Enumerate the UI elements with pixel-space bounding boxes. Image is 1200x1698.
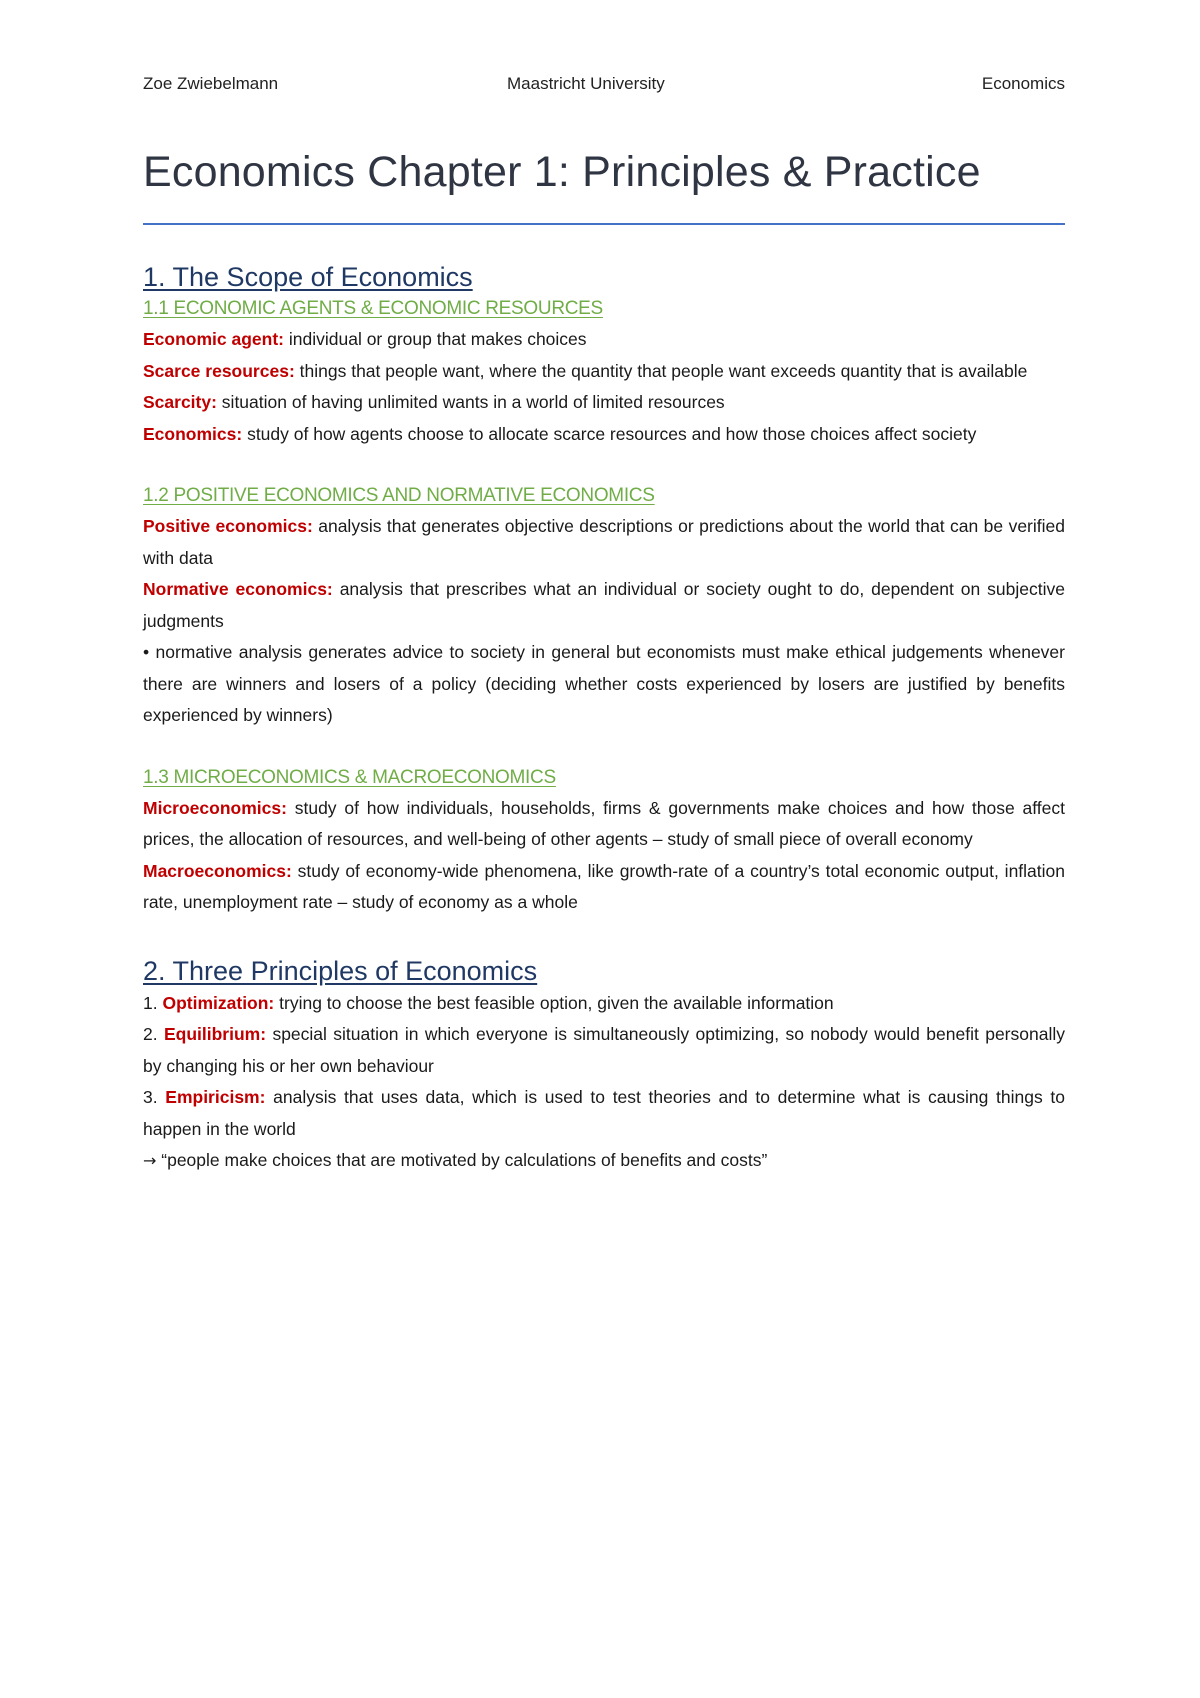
section-heading-scope: 1. The Scope of Economics bbox=[143, 262, 473, 292]
section-spacer bbox=[143, 919, 1065, 954]
definition-text: analysis that generates objective descriptions or predictions about the world that can be verified with data bbox=[143, 516, 1065, 568]
title-underline-rule bbox=[143, 223, 1065, 225]
subsection-heading-agents-resources: 1.1 ECONOMIC AGENTS & ECONOMIC RESOURCES bbox=[143, 298, 603, 319]
subsection-heading-micro-macro: 1.3 MICROECONOMICS & MACROECONOMICS bbox=[143, 766, 556, 788]
definition-economic-agent bbox=[143, 324, 1065, 356]
principle-number: 3. bbox=[143, 1087, 166, 1107]
arrow-right-icon: → bbox=[143, 1151, 157, 1170]
definition-term: Positive economics: bbox=[143, 516, 313, 536]
document-body bbox=[143, 260, 1065, 1177]
definition-text: things that people want, where the quantity that people want exceeds quantity that is available bbox=[294, 360, 1028, 381]
definition-text: analysis that prescribes what an individual or society ought to do, dependent on subjective judgments bbox=[143, 579, 1065, 631]
header-institution: Maastricht University bbox=[507, 74, 665, 93]
section-heading-three-principles: 2. Three Principles of Economics bbox=[143, 955, 538, 986]
principle-empiricism bbox=[143, 1082, 1065, 1145]
paragraph-spacer bbox=[143, 732, 1065, 763]
definition-scarcity bbox=[143, 387, 1065, 419]
header-author: Zoe Zwiebelmann bbox=[143, 74, 279, 93]
principle-term: Empiricism: bbox=[165, 1087, 266, 1107]
definition-microeconomics bbox=[143, 793, 1065, 856]
principle-text: analysis that uses data, which is used to test theories and to determine what is causing things to happen in the world bbox=[143, 1087, 1065, 1139]
definition-term: Scarce resources: bbox=[143, 360, 295, 381]
principle-optimization bbox=[143, 988, 1065, 1020]
principle-number: 1. bbox=[143, 992, 163, 1013]
principle-term: Optimization: bbox=[162, 992, 275, 1013]
definition-term: Economic agent: bbox=[143, 329, 284, 349]
bullet-normative-analysis: • normative analysis generates advice to society in general but economists must make ethical judgements whenever there are winners and losers of a policy (deciding whether costs experienced by losers are justified by benefits experienced by winners) bbox=[143, 642, 1065, 725]
principle-term: Equilibrium: bbox=[163, 1024, 267, 1044]
definition-term: Scarcity: bbox=[143, 392, 217, 412]
definition-text: study of how individuals, households, firms & governments make choices and how those affect prices, the allocation of resources, and well-being of other agents – study of small piece of overall economy bbox=[143, 797, 1065, 849]
principle-text: special situation in which everyone is simultaneously optimizing, so nobody would benefit personally by changing his or her own behaviour bbox=[143, 1024, 1065, 1076]
definition-text: study of economy-wide phenomena, like growth-rate of a country’s total economic output, inflation rate, unemployment rate – study of economy as a whole bbox=[143, 860, 1065, 912]
summary-quote bbox=[143, 1145, 1065, 1177]
principle-text: trying to choose the best feasible option, given the available information bbox=[274, 992, 834, 1013]
running-header bbox=[143, 74, 1065, 98]
definition-normative-economics bbox=[143, 574, 1065, 637]
principle-equilibrium bbox=[143, 1019, 1065, 1082]
definition-text: individual or group that makes choices bbox=[284, 329, 587, 349]
definition-term: Macroeconomics: bbox=[143, 860, 292, 881]
quote-text: “people make choices that are motivated by calculations of benefits and costs” bbox=[156, 1150, 768, 1170]
definition-positive-economics bbox=[143, 511, 1065, 574]
principle-number: 2. bbox=[143, 1024, 164, 1044]
header-subject: Economics bbox=[981, 74, 1065, 93]
definition-macroeconomics bbox=[143, 856, 1065, 919]
definition-text: situation of having unlimited wants in a world of limited resources bbox=[216, 392, 725, 412]
paragraph-spacer bbox=[143, 450, 1065, 481]
definition-economics bbox=[143, 419, 1065, 451]
definition-scarce-resources bbox=[143, 356, 1065, 388]
definition-term: Economics: bbox=[143, 423, 243, 444]
definition-term: Normative economics: bbox=[143, 579, 333, 599]
definition-text: study of how agents choose to allocate scarce resources and how those choices affect society bbox=[242, 423, 977, 444]
subsection-heading-positive-normative: 1.2 POSITIVE ECONOMICS AND NORMATIVE ECONOMICS bbox=[143, 485, 655, 506]
document-title: Economics Chapter 1: Principles & Practice bbox=[143, 148, 981, 196]
definition-term: Microeconomics: bbox=[143, 797, 287, 818]
